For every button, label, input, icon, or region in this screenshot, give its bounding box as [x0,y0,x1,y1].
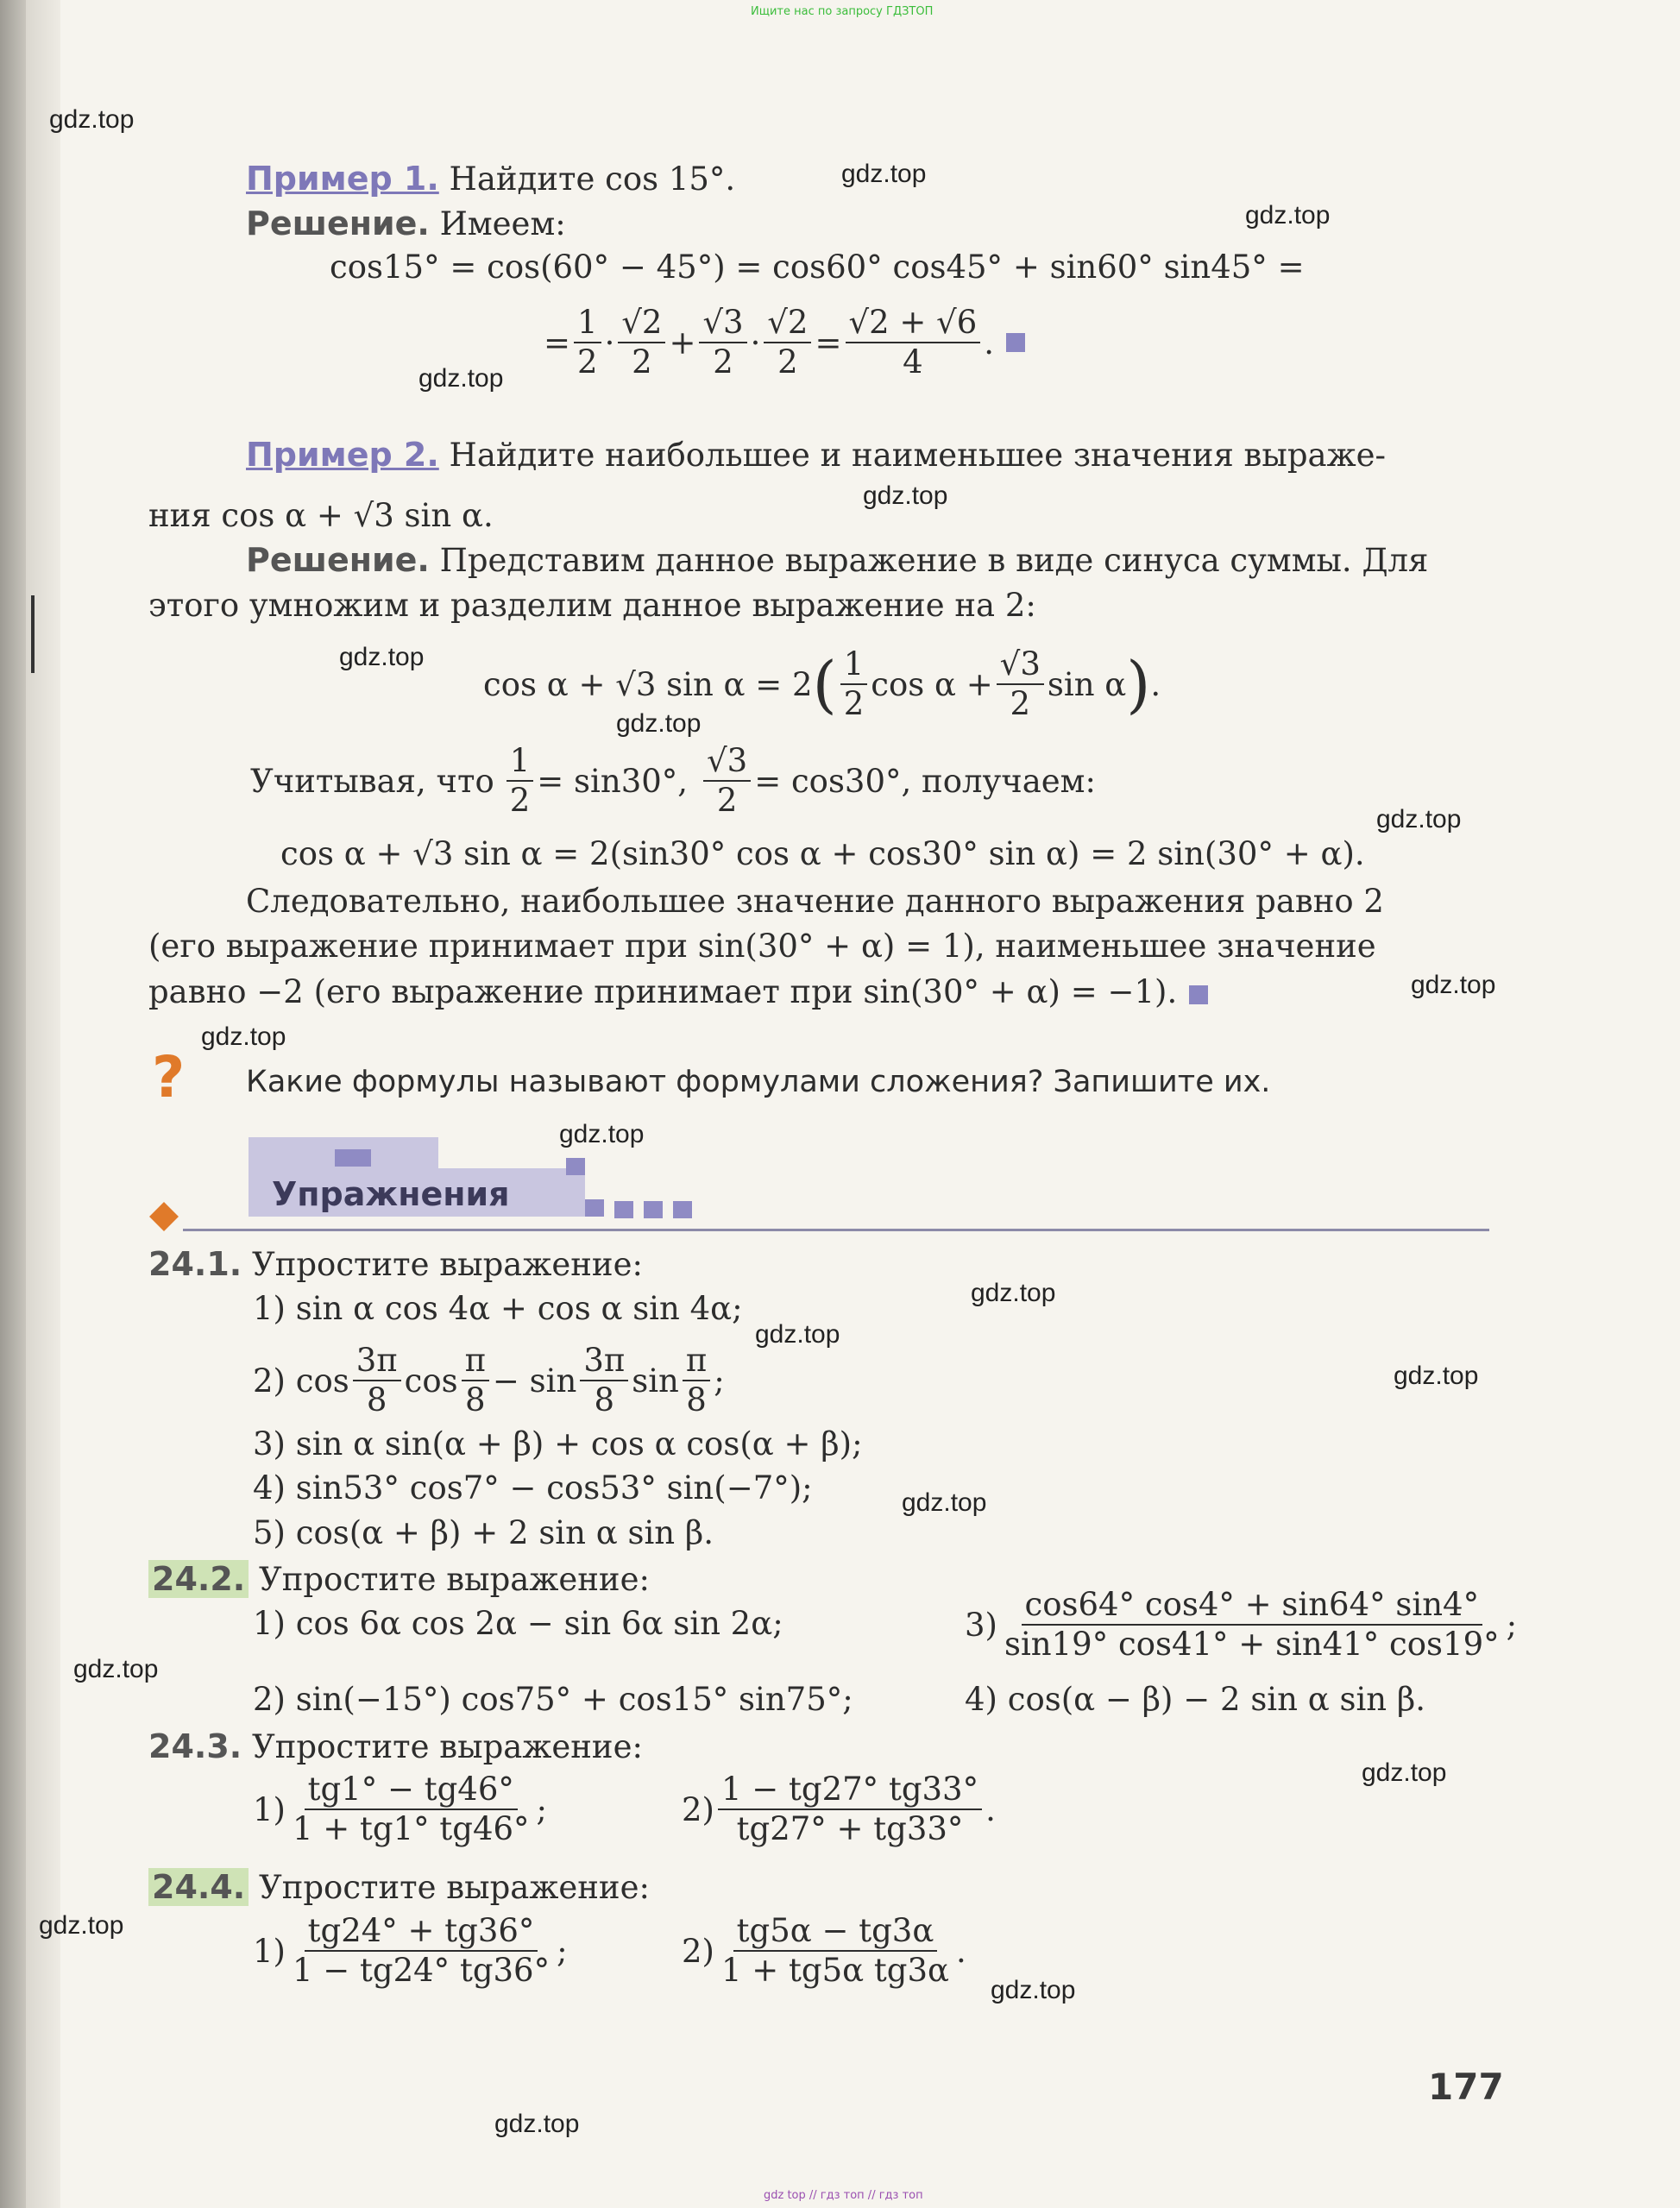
header-block [585,1199,604,1217]
watermark: gdz.top [1411,971,1496,999]
example1-solution-text: Имеем: [439,205,566,242]
example2-conclusion-b: (его выражение принимает при sin(30° + α) = 1), наименьшее значение [148,928,1376,965]
exercise-number: 24.1. [148,1245,242,1283]
example2-solution-a: Представим данное выражение в виде синуса суммы. Для [439,542,1429,579]
denominator: 2 [713,343,733,381]
fraction [718,1912,953,1990]
denominator: 8 [464,1381,486,1419]
fraction [846,304,981,381]
consider-mid: = sin30°, [537,762,689,800]
question-icon: ? [152,1044,186,1110]
fraction [289,1771,533,1848]
numerator: 3π [580,1342,628,1381]
example2-conclusion-c [148,973,1208,1011]
consider-text: Учитывая, что [250,762,494,800]
book-spine-edge [0,0,26,2208]
end-of-proof-icon [1189,985,1208,1004]
exercise-24-1-heading [148,1245,643,1284]
diamond-icon [149,1202,179,1231]
fraction [507,742,534,820]
example2-consider [250,742,1096,820]
numerator: 1 − tg27° tg33° [718,1771,982,1810]
item-prefix: 3) [965,1606,997,1644]
denominator: 4 [903,343,923,381]
dot: · [604,324,615,362]
section-divider [183,1229,1489,1231]
fraction [618,304,665,381]
eq-sign: = [815,324,842,362]
page-number: 177 [1428,2066,1504,2108]
period: . [955,1932,966,1970]
eq-mid: cos α + [871,665,993,703]
fraction [703,742,751,820]
fraction [1001,1586,1503,1664]
numerator: 1 [574,304,601,343]
header-block [335,1149,371,1167]
semicolon: ; [714,1362,725,1400]
top-note: Ищите нас по запросу ГДЗТОП [751,5,934,18]
numerator: √3 [703,742,751,782]
item-prefix: 1) [253,1790,286,1828]
watermark: gdz.top [902,1488,987,1517]
exercise-24-1-item3: 3) sin α sin(α + β) + cos α cos(α + β); [253,1425,863,1463]
watermark: gdz.top [201,1022,286,1051]
exercise-24-1-item2 [253,1342,725,1419]
exercise-24-1-item5: 5) cos(α + β) + 2 sin α sin β. [253,1514,714,1551]
item-prefix: 2) [682,1932,714,1970]
example1-solution [246,204,566,243]
watermark: gdz.top [971,1279,1056,1307]
denominator: 1 − tg24° tg36° [292,1952,551,1989]
fraction [462,1342,489,1419]
period: . [984,324,995,362]
example2-solution-b: этого умножим и разделим данное выражение на 2: [148,587,1036,624]
watermark: gdz.top [863,481,948,510]
cos: cos [404,1362,458,1400]
end-of-proof-icon [1006,333,1025,352]
fraction [574,304,601,381]
exercises-title: Упражнения [272,1175,510,1213]
denominator: 1 + tg1° tg46° [292,1810,530,1847]
fraction [699,304,746,381]
denominator: 8 [366,1381,387,1419]
binding-mark [31,595,35,673]
consider-end: = cos30°, получаем: [754,762,1096,800]
exercise-24-2-item3 [965,1586,1517,1664]
exercise-title: Упростите выражение: [251,1246,643,1283]
watermark: gdz.top [991,1976,1076,2004]
numerator: √2 [618,304,665,343]
numerator: √3 [997,645,1044,685]
exercise-24-2-heading [148,1560,650,1599]
exercise-24-3-item1 [253,1771,547,1848]
period: . [1150,665,1161,703]
denominator: 2 [777,343,798,381]
item-prefix: 2) [682,1790,714,1828]
item-prefix: 1) [253,1932,286,1970]
watermark: gdz.top [616,709,702,738]
item-prefix: 2) cos [253,1362,349,1400]
watermark: gdz.top [1394,1362,1479,1390]
exercise-24-2-item2: 2) sin(−15°) cos75° + cos15° sin75°; [253,1681,853,1718]
numerator: 1 [507,742,534,782]
example1-line2 [544,304,1025,381]
watermark: gdz.top [49,105,135,134]
numerator: 1 [840,645,868,685]
semicolon: ; [1506,1606,1518,1644]
exercise-24-4-item2 [682,1912,966,1990]
denominator: 8 [686,1381,707,1419]
eq-left: cos α + √3 sin α = 2 [483,665,813,703]
example2-label: Пример 2. [246,436,439,474]
exercise-24-3-item2 [682,1771,996,1848]
watermark: gdz.top [1362,1758,1447,1787]
header-block [644,1201,663,1218]
fraction [353,1342,401,1419]
fraction [764,304,811,381]
watermark: gdz.top [1376,805,1462,834]
exercise-title: Упростите выражение: [251,1728,643,1765]
example2-conclusion-a: Следовательно, наибольшее значение данного выражения равно 2 [246,883,1384,920]
exercise-24-2-item4: 4) cos(α − β) − 2 sin α sin β. [965,1681,1426,1718]
watermark: gdz.top [418,364,504,393]
watermark: gdz.top [494,2110,580,2138]
semicolon: ; [536,1790,548,1828]
numerator: tg5α − tg3α [733,1912,938,1952]
exercise-24-1-item1: 1) sin α cos 4α + cos α sin 4α; [253,1290,743,1327]
numerator: √2 + √6 [846,304,981,343]
exercise-24-4-heading [148,1868,650,1907]
header-block [673,1201,692,1218]
watermark: gdz.top [39,1911,124,1940]
fraction [840,645,868,723]
denominator: tg27° + tg33° [736,1810,964,1847]
numerator: 3π [353,1342,401,1381]
header-block [566,1158,585,1175]
example2-eq1 [483,645,1161,723]
watermark: gdz.top [755,1320,840,1349]
example1-heading [246,160,735,198]
denominator: 2 [1010,685,1031,722]
exercise-title: Упростите выражение: [258,1869,650,1906]
fraction [683,1342,710,1419]
example1-solution-label: Решение. [246,204,430,242]
eq-end: sin α [1047,665,1127,703]
example2-solution-label: Решение. [246,541,430,579]
paren-open: ( [812,648,837,720]
bottom-note: gdz top // гдз топ // гдз топ [764,2189,923,2202]
paren-close: ) [1126,648,1151,720]
exercise-24-1-item4: 4) sin53° cos7° − cos53° sin(−7°); [253,1469,813,1507]
exercise-number: 24.4. [148,1868,249,1906]
denominator: 2 [509,782,531,819]
numerator: √2 [764,304,811,343]
example2-task-b: ния cos α + √3 sin α. [148,497,494,534]
example2-task-a: Найдите наибольшее и наименьшее значения выраже- [449,437,1387,474]
exercise-24-3-heading [148,1727,643,1766]
numerator: tg1° − tg46° [305,1771,518,1810]
numerator: √3 [699,304,746,343]
example1-line1: cos15° = cos(60° − 45°) = cos60° cos45° + sin60° sin45° = [330,248,1305,286]
denominator: 1 + tg5α tg3α [720,1952,949,1989]
fraction [580,1342,628,1419]
denominator: 2 [577,343,598,381]
plus: + [669,324,696,362]
dot: · [750,324,761,362]
sin: sin [632,1362,679,1400]
conclusion-c-text: равно −2 (его выражение принимает при sin(30° + α) = −1). [148,973,1178,1010]
numerator: tg24° + tg36° [305,1912,538,1952]
numerator: π [683,1342,710,1381]
period: . [985,1790,996,1828]
denominator: 2 [716,782,738,819]
numerator: cos64° cos4° + sin64° sin4° [1022,1586,1483,1626]
fraction [997,645,1044,723]
numerator: π [462,1342,489,1381]
example1-label: Пример 1. [246,160,439,198]
exercise-number: 24.3. [148,1727,242,1765]
example2-eq2: cos α + √3 sin α = 2(sin30° cos α + cos30° sin α) = 2 sin(30° + α). [280,835,1365,872]
watermark: gdz.top [1245,201,1331,230]
watermark: gdz.top [73,1655,159,1683]
eq-sign: = [544,324,571,362]
fraction [718,1771,982,1848]
semicolon: ; [557,1932,568,1970]
watermark: gdz.top [339,643,425,671]
exercise-title: Упростите выражение: [258,1561,650,1598]
example2-heading [246,436,1386,475]
exercise-number: 24.2. [148,1560,249,1598]
example2-solution [246,541,1428,580]
denominator: sin19° cos41° + sin41° cos19° [1004,1626,1500,1663]
denominator: 2 [632,343,652,381]
watermark: gdz.top [841,160,927,188]
fraction [289,1912,553,1990]
example1-task: Найдите cos 15°. [449,160,736,198]
watermark: gdz.top [559,1120,645,1148]
minus-sin: − sin [492,1362,577,1400]
question-text: Какие формулы называют формулами сложения? Запишите их. [246,1065,1271,1099]
exercise-24-2-item1: 1) cos 6α cos 2α − sin 6α sin 2α; [253,1605,783,1642]
header-block [614,1201,633,1218]
denominator: 2 [843,685,865,722]
exercise-24-4-item1 [253,1912,568,1990]
denominator: 8 [594,1381,615,1419]
